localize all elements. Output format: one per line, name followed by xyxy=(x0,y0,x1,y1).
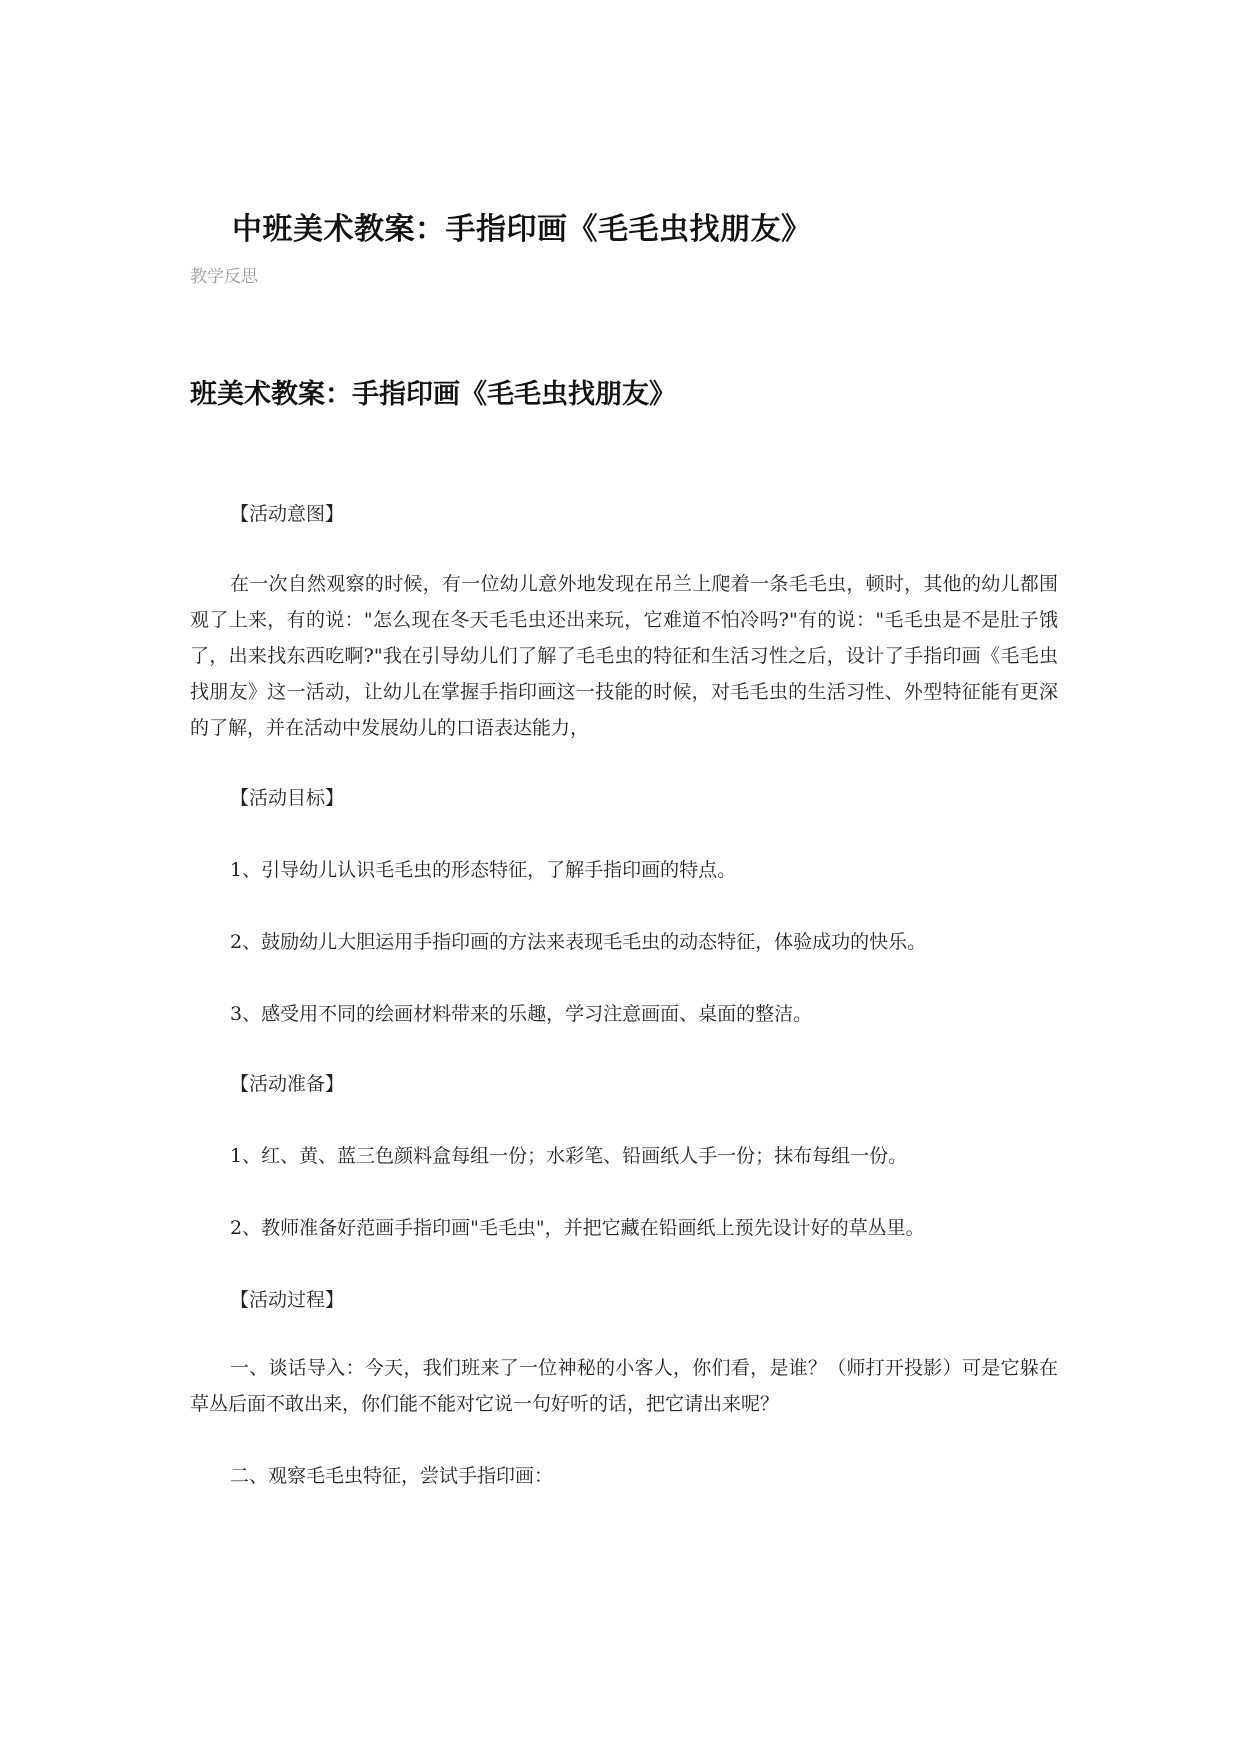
goal-item-1: 1、引导幼儿认识毛毛虫的形态特征，了解手指印画的特点。 xyxy=(230,859,737,881)
category-label[interactable]: 教学反思 xyxy=(190,267,258,287)
prep-item-1: 1、红、黄、蓝三色颜料盒每组一份；水彩笔、铅画纸人手一份；抹布每组一份。 xyxy=(230,1145,908,1167)
intent-paragraph: 在一次自然观察的时候，有一位幼儿意外地发现在吊兰上爬着一条毛毛虫，顿时，其他的幼儿都围观了上来，有的说："怎么现在冬天毛毛虫还出来玩，它难道不怕冷吗?"有的说："毛毛虫是不是肚子饿了，出来找东西吃啊?"我在引导幼儿们了解了毛毛虫的特征和生活习性之后，设计了手指印画《毛毛虫找朋友》这一活动，让幼儿在掌握手指印画这一技能的时候，对毛毛虫的生活习性、外型特征能有更深的了解，并在活动中发展幼儿的口语表达能力， xyxy=(190,573,1058,739)
process-step-2: 二、观察毛毛虫特征，尝试手指印画： xyxy=(230,1465,554,1487)
section-title: 班美术教案：手指印画《毛毛虫找朋友》 xyxy=(190,379,676,410)
process-heading: 【活动过程】 xyxy=(230,1289,345,1311)
intent-heading: 【活动意图】 xyxy=(230,503,345,525)
goal-item-2: 2、鼓励幼儿大胆运用手指印画的方法来表现毛毛虫的动态特征，体验成功的快乐。 xyxy=(230,931,927,953)
goals-heading: 【活动目标】 xyxy=(230,787,345,809)
prep-heading: 【活动准备】 xyxy=(230,1073,345,1095)
prep-item-2: 2、教师准备好范画手指印画"毛毛虫"，并把它藏在铅画纸上预先设计好的草丛里。 xyxy=(230,1217,925,1239)
goal-item-3: 3、感受用不同的绘画材料带来的乐趣，学习注意画面、桌面的整洁。 xyxy=(230,1003,813,1025)
document-title: 中班美术教案：手指印画《毛毛虫找朋友》 xyxy=(232,212,812,247)
process-intro-paragraph: 一、谈话导入：今天，我们班来了一位神秘的小客人，你们看，是谁？（师打开投影）可是它躲在草丛后面不敢出来，你们能不能对它说一句好听的话，把它请出来呢？ xyxy=(190,1357,1058,1415)
